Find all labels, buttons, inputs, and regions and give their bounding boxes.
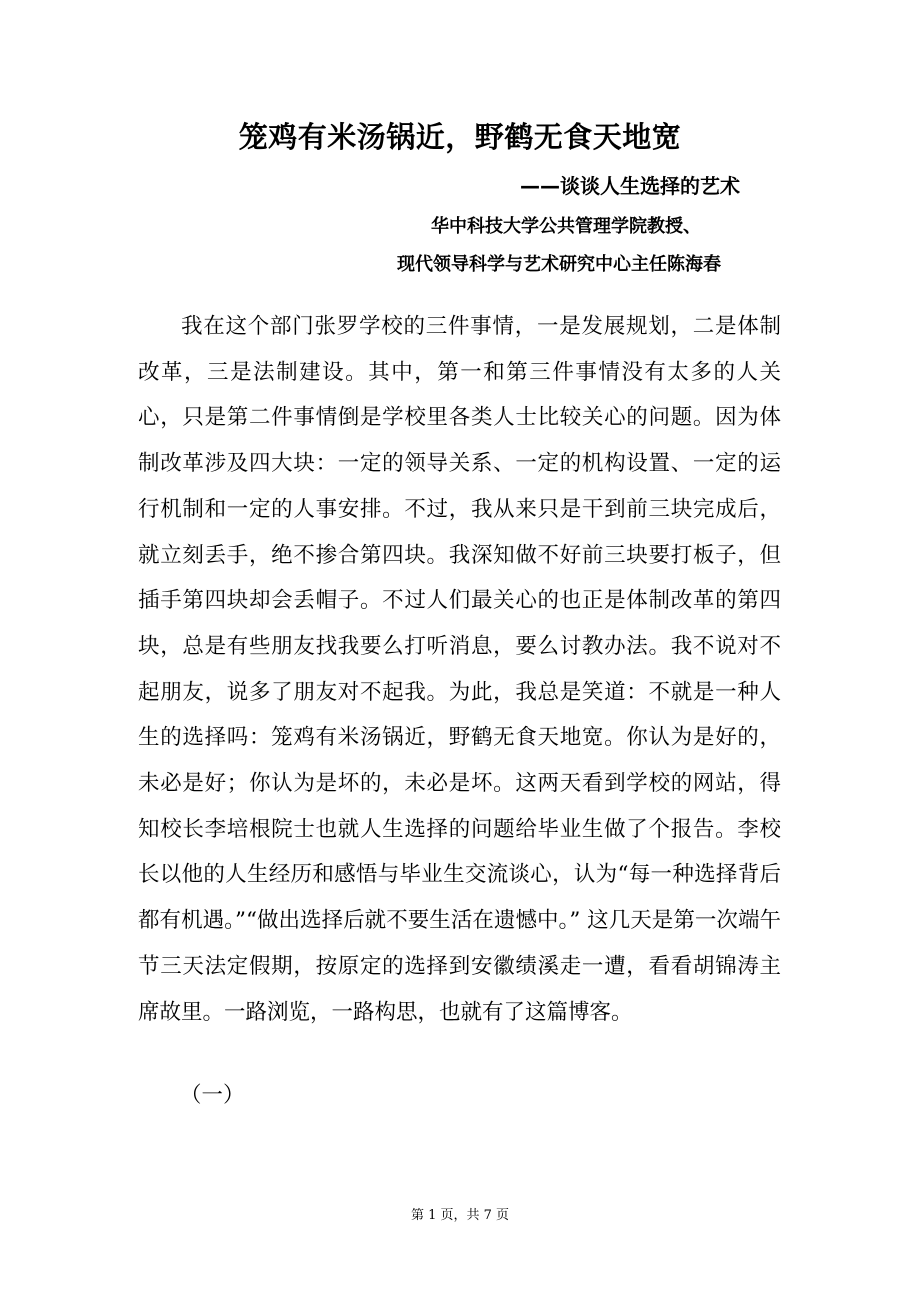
page-footer: 第 1 页，共 7 页 <box>410 1208 510 1223</box>
paragraph: 我在这个部门张罗学校的三件事情，一是发展规划，二是体制改革，三是法制建设。其中，第一和第三件事情没有太多的人关心，只是第二件事情倒是学校里各类人士比较关心的问题。因为体制改革涉及四大块：一定的领导关系、一定的机构设置、一定的运行机制和一定的人事安排。不过，我从来只是干到前三块完成后，就立刻丢手，绝不掺合第四块。我深知做不好前三块要打板子，但插手第四块却会丢帽子。不过人们最关心的也正是体制改革的第四块，总是有些朋友找我要么打听消息，要么讨教办法。我不说对不起朋友，说多了朋友对不起我。为此，我总是笑道：不就是一种人生的选择吗：笼鸡有米汤锅近，野鹤无食天地宽。你认为是好的，未必是好；你认为是坏的，未必是坏。这两天看到学校的网站，得知校长李培根院士也就人生选择的问题给毕业生做了个报告。李校长以他的人生经历和感悟与毕业生交流谈心，认为“每一种选择背后都有机遇。”“做出选择后就不要生活在遗憾中。” 这几天是第一次端午节三天法定假期，按原定的选择到安徽绩溪走一遭，看看胡锦涛主席故里。一路浏览，一路构思，也就有了这篇博客。 <box>138 314 781 1025</box>
body-text <box>138 304 781 1035</box>
author-affiliation-line-2: 现代领导科学与艺术研究中心主任陈海春 <box>397 254 721 275</box>
document-subtitle: ——谈谈人生选择的艺术 <box>520 174 740 198</box>
author-affiliation-line-1: 华中科技大学公共管理学院教授、 <box>431 216 701 237</box>
section-heading: （一） <box>180 1083 245 1108</box>
document-title: 笼鸡有米汤锅近，野鹤无食天地宽 <box>238 120 682 154</box>
